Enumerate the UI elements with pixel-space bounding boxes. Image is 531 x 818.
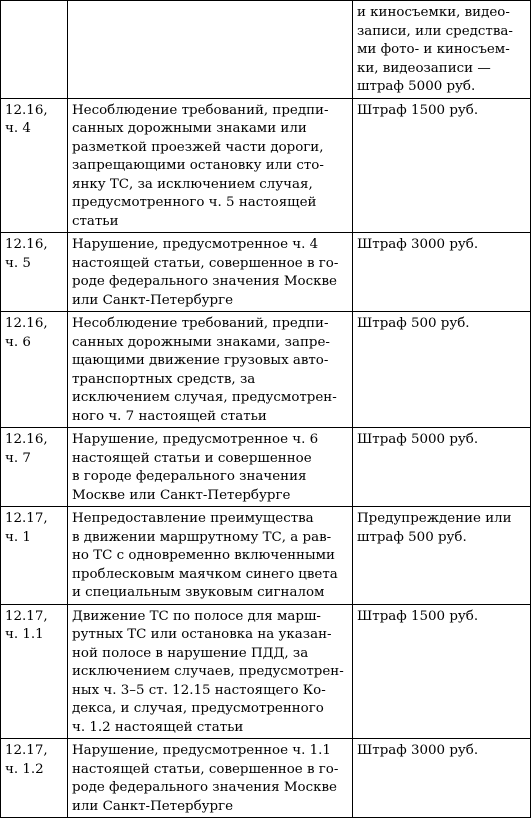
- penalty-line: штраф 500 руб.: [357, 529, 467, 545]
- penalty-cell: [353, 312, 531, 428]
- article-cell: [1, 98, 68, 233]
- description-cell: [68, 98, 353, 233]
- description-line: рутных ТС или остановка на указан-: [72, 627, 332, 642]
- description-line: санных дорожными знаками, запре-: [72, 334, 330, 350]
- penalty-line: Штраф 3000 руб.: [357, 237, 479, 252]
- description-line: в городе федерального значения: [72, 469, 307, 484]
- description-line: предусмотренного ч. 5 настоящей: [72, 195, 317, 210]
- table-row: [1, 233, 531, 312]
- description-line: настоящей статьи, совершенное в го-: [72, 255, 339, 271]
- description-line: и специальным звуковым сигналом: [72, 585, 325, 600]
- description-line: проблесковым маячком синего цвета: [72, 566, 338, 582]
- description-line: ной полосе в нарушение ПДД, за: [72, 645, 309, 661]
- description-line: исключением случая, предусмотрен-: [72, 390, 337, 405]
- article-line: ч. 1: [5, 529, 31, 545]
- penalty-cell: [353, 428, 531, 507]
- description-line: транспортных средств, за: [72, 371, 256, 387]
- penalty-line: Штраф 500 руб.: [357, 316, 470, 331]
- description-cell: [68, 428, 353, 507]
- table-body: [1, 1, 531, 818]
- penalty-cell: [353, 507, 531, 605]
- article-line: ч. 4: [5, 121, 31, 136]
- table-row: [1, 428, 531, 507]
- table-row: [1, 604, 531, 739]
- description-line: настоящей статьи и совершенное: [72, 450, 312, 466]
- penalty-line: и киносъемки, видео-: [357, 5, 510, 20]
- penalty-line: штраф 5000 руб.: [357, 79, 476, 94]
- description-line: Москве или Санкт-Петербурге: [72, 487, 291, 503]
- table-row: [1, 98, 531, 233]
- description-cell: [68, 233, 353, 312]
- penalty-line: Штраф 1500 руб.: [357, 102, 479, 118]
- description-line: ных ч. 3–5 ст. 12.15 настоящего Ко-: [72, 682, 326, 698]
- article-line: 12.17,: [5, 608, 48, 624]
- description-line: настоящей статьи, совершенное в го-: [72, 761, 339, 777]
- description-cell: [68, 1, 353, 99]
- description-line: или Санкт-Петербурге: [72, 798, 234, 814]
- article-cell: [1, 739, 68, 818]
- penalty-line: записи, или средства-: [357, 23, 513, 39]
- penalty-cell: [353, 1, 531, 99]
- penalty-cell: [353, 739, 531, 818]
- description-line: ч. 1.2 настоящей статьи: [72, 719, 244, 735]
- article-cell: [1, 1, 68, 99]
- description-line: запрещающими остановку или сто-: [72, 158, 324, 173]
- description-line: Нарушение, предусмотренное ч. 6: [72, 432, 319, 447]
- description-line: в движении маршрутному ТС, а рав-: [72, 529, 332, 545]
- article-line: 12.17,: [5, 511, 48, 526]
- description-line: Нарушение, предусмотренное ч. 4: [72, 237, 319, 252]
- table-row: [1, 312, 531, 428]
- description-line: роде федерального значения Москве: [72, 780, 337, 795]
- article-cell: [1, 604, 68, 739]
- description-line: Движение ТС по полосе для марш-: [72, 608, 321, 624]
- penalty-line: Штраф 3000 руб.: [357, 743, 479, 758]
- article-cell: [1, 507, 68, 605]
- article-line: ч. 1.1: [5, 627, 44, 642]
- article-line: 12.16,: [5, 237, 48, 252]
- description-line: но ТС с одновременно включенными: [72, 548, 335, 563]
- article-line: 12.16,: [5, 432, 48, 447]
- description-cell: [68, 604, 353, 739]
- description-cell: [68, 312, 353, 428]
- article-line: 12.16,: [5, 102, 48, 118]
- description-line: Нарушение, предусмотренное ч. 1.1: [72, 743, 331, 758]
- article-line: ч. 6: [5, 334, 31, 350]
- description-line: декса, и случая, предусмотренного: [72, 701, 324, 716]
- article-cell: [1, 233, 68, 312]
- description-line: разметкой проезжей части дороги,: [72, 139, 324, 155]
- penalty-line: Предупреждение или: [357, 511, 512, 526]
- description-line: щающими движение грузовых авто-: [72, 353, 329, 368]
- description-cell: [68, 507, 353, 605]
- penalty-line: Штраф 5000 руб.: [357, 432, 479, 447]
- description-line: или Санкт-Петербурге: [72, 292, 234, 308]
- description-line: янку ТС, за исключением случая,: [72, 176, 313, 192]
- article-line: ч. 1.2: [5, 761, 44, 777]
- description-cell: [68, 739, 353, 818]
- penalty-line: ки, видеозаписи —: [357, 60, 491, 76]
- penalty-line: ми фото- и киносъем-: [357, 42, 510, 57]
- article-line: ч. 5: [5, 255, 31, 271]
- table-row: [1, 1, 531, 99]
- penalty-cell: [353, 98, 531, 233]
- description-line: статьи: [72, 213, 119, 229]
- description-line: роде федерального значения Москве: [72, 274, 337, 289]
- description-line: исключением случаев, предусмотрен-: [72, 664, 344, 679]
- penalty-cell: [353, 604, 531, 739]
- article-line: 12.17,: [5, 743, 48, 758]
- description-line: ного ч. 7 настоящей статьи: [72, 408, 267, 424]
- description-line: Несоблюдение требований, предпи-: [72, 102, 329, 118]
- table-row: [1, 739, 531, 818]
- description-line: Непредоставление преимущества: [72, 511, 314, 526]
- article-line: 12.16,: [5, 316, 48, 331]
- article-cell: [1, 312, 68, 428]
- article-cell: [1, 428, 68, 507]
- description-line: Несоблюдение требований, предпи-: [72, 316, 329, 331]
- table-row: [1, 507, 531, 605]
- description-line: санных дорожными знаками или: [72, 121, 307, 136]
- penalty-line: Штраф 1500 руб.: [357, 608, 479, 624]
- penalty-cell: [353, 233, 531, 312]
- article-line: ч. 7: [5, 450, 31, 466]
